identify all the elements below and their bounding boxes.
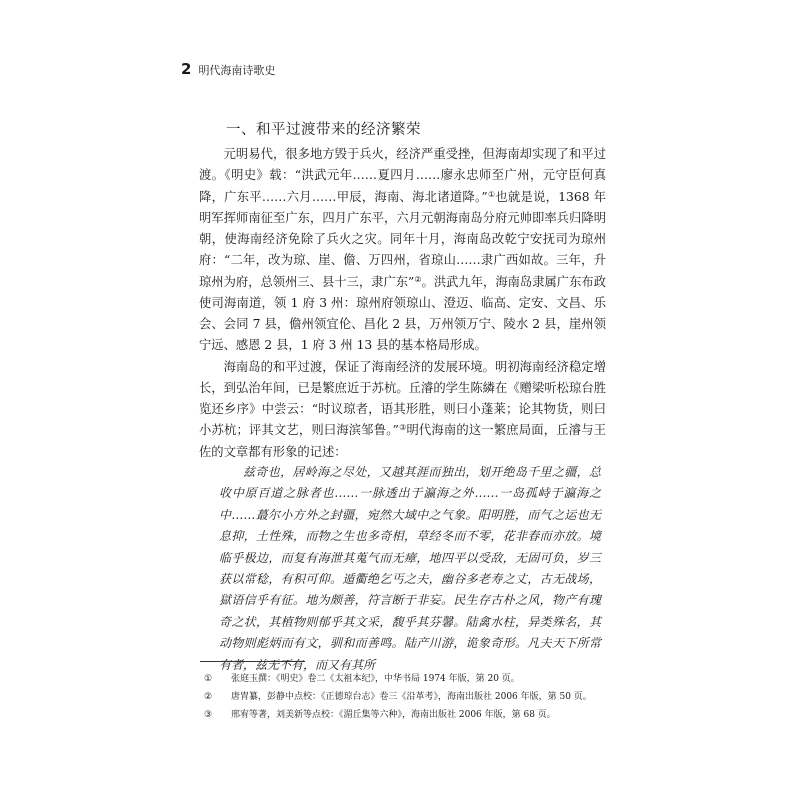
running-header	[181, 60, 275, 78]
section-title: 一、和平过渡带来的经济繁荣	[226, 122, 421, 138]
footnote-2	[204, 688, 604, 706]
footnote-text: 张庭玉撰：《明史》卷二《太祖本纪》，中华书局 1974 年版，第 20 页。	[231, 674, 520, 684]
footnote-3	[204, 706, 604, 724]
page-number: 2	[181, 60, 192, 78]
footnote-divider	[200, 661, 305, 662]
paragraph-1	[199, 144, 606, 357]
block-quote	[219, 462, 601, 676]
paragraph-1-text-a: 元明易代，很多地方毁于兵火，经济严重受挫，但海南却实现了和平过渡。《明史》载：“洪武元年……夏四月……廖永忠师至广州，元守臣何真降，广东平……六月……甲辰，海南、海北诸道降。”	[199, 147, 606, 204]
paragraph-2	[199, 357, 606, 463]
footnote-text: 邢宥等著，刘美新等点校：《湄丘集等六种》，海南出版社 2006 年版，第 68 页。	[231, 710, 556, 720]
quote-text: 兹奇也，居岭海之尽处，又越其涯而独出，划开绝岛千里之疆，总收中原百道之脉者也……一脉透出于瀛海之外……一岛孤峙于瀛海之中……蕞尔小方外之封疆，宛然大域中之气象。阳明胜，而气之运也无息抑，土性殊，而物之生也多奇相，草经冬而不零，花非春而亦放。境临乎极边，而复有海泄其蒐气而无瘴，地四平以受敌，无固可负，岁三获以常稔，有积可仰。遁衢绝乞丐之夫，幽谷多老寿之丈，古无战场，獄语信乎有征。地为颇善，符言断于非妄。民生存古朴之风，物产有瑰奇之状，其植物则郁乎其文采，馥乎其芬馨。陆禽水柱，异类殊名，其动物则彪炳而有文，驯和而善鸣。陆产川游，诡象奇形。凡夫天下所常有者，兹无不有，而又有其所	[219, 465, 601, 672]
footnote-mark: ③	[204, 710, 213, 720]
footnote-mark: ②	[204, 692, 213, 702]
footnote-ref-2[interactable]: ②	[414, 274, 422, 284]
footnote-text: 唐胄纂，彭静中点校：《正德琼台志》卷三《沿革考》，海南出版社 2006 年版，第 50 页。	[231, 692, 592, 702]
footnote-ref-3[interactable]: ③	[398, 423, 407, 433]
body-text	[199, 144, 606, 463]
paragraph-1-text-b: 也就是说，1368 年明军挥师南征至广东，四月广东平，六月元朝海南岛分府元帅即率兵归降明朝，使海南经济免除了兵火之灾。同年十月，海南岛改乾宁安抚司为琼州府：“二年，改为琼、崖、儋、万四州，省琼山……隶广西如故。三年，升琼州为府，总领州三、县十三，隶广东”	[199, 189, 607, 289]
paragraph-2-text-a: 海南岛的和平过渡，保证了海南经济的发展环境。明初海南经济稳定增长，到弘治年间，已是繁庶近于苏杭。丘濬的学生陈繗在《赠梁听松琼台胜览还乡序》中尝云：“时议琼者，语其形胜，则曰小蓬莱；论其物货，则曰小苏杭；评其文艺，则曰海滨邹鲁。”	[199, 359, 606, 438]
footnote-1	[204, 670, 604, 688]
footnotes	[204, 670, 604, 724]
footnote-ref-1[interactable]: ①	[487, 189, 496, 199]
paragraph-1-text-c: 。洪武九年，海南岛隶属广东布政使司海南道，领 1 府 3 州：琼州府领琼山、澄迈、临高、定安、文昌、乐会、会同 7 县，儋州领宜伦、昌化 2 县，万州领万宁、陵水 2 县，崖州领宁远、感恩 2 县，1 府 3 州 13 县的基本格局形成。	[199, 274, 606, 353]
footnote-mark: ①	[204, 674, 213, 684]
paragraph-2-text-b: 明代海南的这一繁庶局面，丘濬与王佐的文章都有形象的记述：	[199, 423, 606, 459]
running-title: 明代海南诗歌史	[198, 64, 276, 77]
